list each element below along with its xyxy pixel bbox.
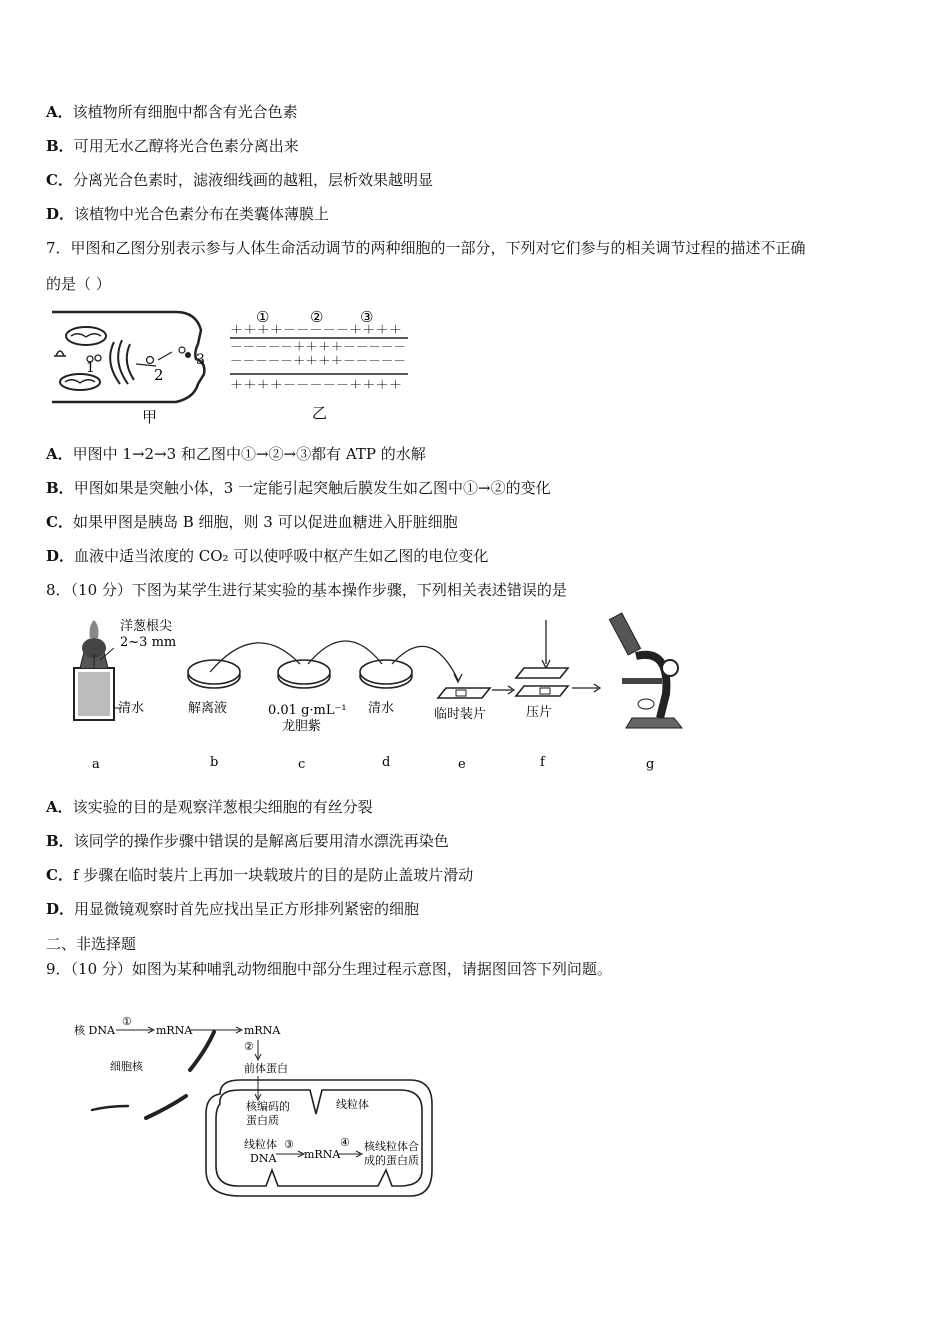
q7-option-d: D．血液中适当浓度的 CO₂ 可以使呼吸中枢产生如乙图的电位变化 [46,547,489,565]
nuclear-envelope-lower [146,1096,186,1118]
q6-option-c: C．分离光合色素时，滤液细线画的越粗，层析效果越明显 [46,171,433,189]
water-label-a: 清水 [118,701,145,716]
concentration-label: 0.01 g·mL⁻¹ [268,703,347,718]
jia-label-3: 3 [196,352,205,368]
jia-caption: 甲 [142,408,158,426]
mrna-label-1: mRNA [156,1024,193,1037]
q7-figure-yi [228,306,418,426]
dye-label: 龙胆紫 [282,719,322,734]
q7-figure-jia [46,304,226,426]
q7-stem-line2: 的是（ ） [46,275,111,293]
yi-marker-3: ③ [360,308,374,326]
water-fill [78,672,110,716]
q6-option-a: A．该植物所有细胞中都含有光合色素 [46,103,298,121]
jia-label-1: 1 [86,360,95,376]
mt-dna-label-2: DNA [250,1152,277,1165]
q8-figure [70,608,690,774]
synthesized-protein-label-1: 核线粒体合 [364,1140,419,1153]
q7-option-b: B．甲图如果是突触小体，3 一定能引起突触后膜发生如乙图中①→②的变化 [46,479,551,497]
mitochondrion-outer [206,1080,432,1196]
yi-charge-row4: ＋＋＋＋－－－－－＋＋＋＋ [230,378,402,391]
cell-membrane [52,312,204,402]
step-letter-g: g [646,757,655,772]
yi-caption: 乙 [312,404,328,422]
process-1-marker: ① [122,1015,132,1028]
rinse-label: 清水 [368,701,395,716]
step-letter-f: f [540,755,545,770]
step-letter-a: a [92,757,100,772]
yi-marker-1: ① [256,308,270,326]
slide-label: 临时装片 [434,707,487,722]
golgi-apparatus [110,340,134,384]
yi-marker-2: ② [310,308,324,326]
press-top-slide [516,668,568,678]
nucleus-label: 细胞核 [110,1060,143,1073]
press-label: 压片 [526,705,553,720]
nuclear-dna-label: 核 DNA [74,1024,115,1037]
yi-charge-row1: ＋＋＋＋－－－－－＋＋＋＋ [230,323,402,336]
root-length-label: 2~3 mm [120,635,177,650]
q8-option-a: A．该实验的目的是观察洋葱根尖细胞的有丝分裂 [46,798,373,816]
q8-option-d: D．用显微镜观察时首先应找出呈正方形排列紧密的细胞 [46,900,420,918]
dissociation-label: 解离液 [188,701,228,716]
q6-option-b: B．可用无水乙醇将光合色素分离出来 [46,137,299,155]
precursor-protein-label: 前体蛋白 [244,1062,288,1075]
q7-option-a: A．甲图中 1→2→3 和乙图中①→②→③都有 ATP 的水解 [46,445,426,463]
q7-option-c: C．如果甲图是胰岛 B 细胞，则 3 可以促进血糖进入肝脏细胞 [46,513,458,531]
q8-option-c: C．f 步骤在临时装片上再加一块载玻片的目的是防止盖玻片滑动 [46,866,474,884]
synthesized-protein-label-2: 成的蛋白质 [364,1154,419,1167]
q6-option-d: D．该植物中光合色素分布在类囊体薄膜上 [46,205,330,223]
mrna-label-3: mRNA [304,1148,341,1161]
microscope-icon [609,613,682,728]
mrna-label-2: mRNA [244,1024,281,1037]
section-heading: 二、非选择题 [46,935,137,953]
mt-dna-label-1: 线粒体 [244,1138,277,1151]
step-letter-e: e [458,757,466,772]
mitochondrion-label: 线粒体 [336,1098,369,1111]
step-letter-c: c [298,757,306,772]
q8-option-b: B．该同学的操作步骤中错误的是解离后要用清水漂洗再染色 [46,832,449,850]
nuclear-envelope-upper [190,1032,214,1070]
root-tip-label: 洋葱根尖 [120,619,173,634]
process-4-marker: ④ [340,1136,350,1149]
q7-stem-line1: 7．甲图和乙图分别表示参与人体生命活动调节的两种细胞的一部分，下列对它们参与的相关调节过程的描述不正确 [46,239,806,257]
nuclear-encoded-label-1: 核编码的 [246,1100,290,1113]
jia-label-2: 2 [154,366,164,384]
process-2-marker: ② [244,1040,254,1053]
process-3-marker: ③ [284,1138,294,1151]
q9-figure [70,1010,450,1202]
nuclear-encoded-label-2: 蛋白质 [246,1114,279,1127]
yi-charge-row2: －－－－－＋＋＋＋－－－－－ [230,340,406,353]
yi-charge-row3: －－－－－＋＋＋＋－－－－－ [230,354,406,367]
step-letter-d: d [382,755,391,770]
step-letter-b: b [210,755,219,770]
q9-stem: 9．（10 分）如图为某种哺乳动物细胞中部分生理过程示意图，请据图回答下列问题。 [46,960,612,978]
q8-stem: 8．（10 分）下图为某学生进行某实验的基本操作步骤，下列相关表述错误的是 [46,581,567,599]
